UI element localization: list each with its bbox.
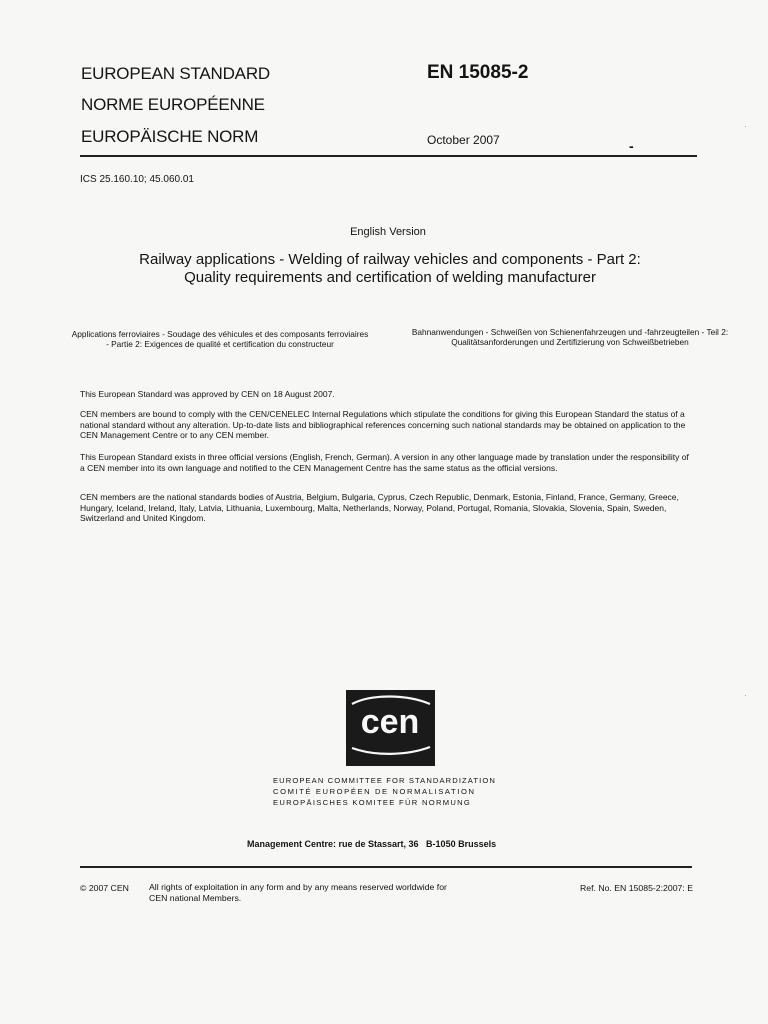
cen-name-de: EUROPÄISCHES KOMITEE FÜR NORMUNG <box>273 798 472 807</box>
regulations-paragraph: CEN members are bound to comply with the CEN/CENELEC Internal Regulations which stipulate the conditions for giving this European Standard the status of a national standard without any alteration. Up-to-date lists and bibliographical references concerning such national standards may be obtained on application to the CEN Management Centre or to any CEN member. <box>80 409 686 440</box>
document-title: Railway applications - Welding of railway vehicles and components - Part 2: Quality requirements and certification of welding manufacturer <box>139 251 641 286</box>
standard-title-de: EUROPÄISCHE NORM <box>81 127 259 146</box>
reference-number: Ref. No. EN 15085-2:2007: E <box>579 883 693 893</box>
publication-date: October 2007 <box>427 133 500 147</box>
ics-codes: ICS 25.160.10; 45.060.01 <box>80 174 194 185</box>
header-divider <box>80 155 697 157</box>
document-title-de: Bahnanwendungen - Schweißen von Schienenfahrzeugen und -fahrzeugteilen - Teil 2: Qualitätsanforderungen und Zertifizierung von Schweißbetrieben <box>411 327 729 347</box>
cen-logo-text: cen <box>360 703 420 741</box>
standard-title-fr: NORME EUROPÉENNE <box>81 95 265 114</box>
copyright-notice: © 2007 CEN <box>80 883 129 893</box>
margin-mark: · <box>744 690 747 700</box>
cen-name-fr: COMITÉ EUROPÉEN DE NORMALISATION <box>273 787 476 796</box>
management-centre-address: Management Centre: rue de Stassart, 36 B-1050 Brussels <box>247 839 497 849</box>
document-title-fr: Applications ferroviaires - Soudage des véhicules et des composants ferroviaires - Partie 2: Exigences de qualité et certification du constructeur <box>71 329 369 349</box>
rights-statement: All rights of exploitation in any form and by any means reserved worldwide for CEN national Members. <box>149 882 447 903</box>
approval-paragraph: This European Standard was approved by CEN on 18 August 2007. <box>80 389 335 399</box>
scan-speck: - <box>629 138 634 154</box>
cen-name-en: EUROPEAN COMMITTEE FOR STANDARDIZATION <box>273 776 496 785</box>
standard-title-en: EUROPEAN STANDARD <box>81 64 270 83</box>
versions-paragraph: This European Standard exists in three official versions (English, French, German). A version in any other language made by translation under the responsibility of a CEN member into its own language and notified to the CEN Management Centre has the same status as the official versions. <box>80 452 689 473</box>
language-version: English Version <box>350 226 426 238</box>
members-paragraph: CEN members are the national standards bodies of Austria, Belgium, Bulgaria, Cyprus, Czech Republic, Denmark, Estonia, Finland, France, Germany, Greece, Hungary, Iceland, Ireland, Italy, Latvia, Lithuania, Luxembourg, Malta, Netherlands, Norway, Poland, Portugal, Romania, Slovakia, Slovenia, Spain, Sweden, Switzerland and United Kingdom. <box>80 492 679 523</box>
footer-divider <box>80 866 692 868</box>
document-number: EN 15085-2 <box>427 62 529 83</box>
margin-mark: · <box>744 121 747 131</box>
cen-logo <box>346 690 435 766</box>
